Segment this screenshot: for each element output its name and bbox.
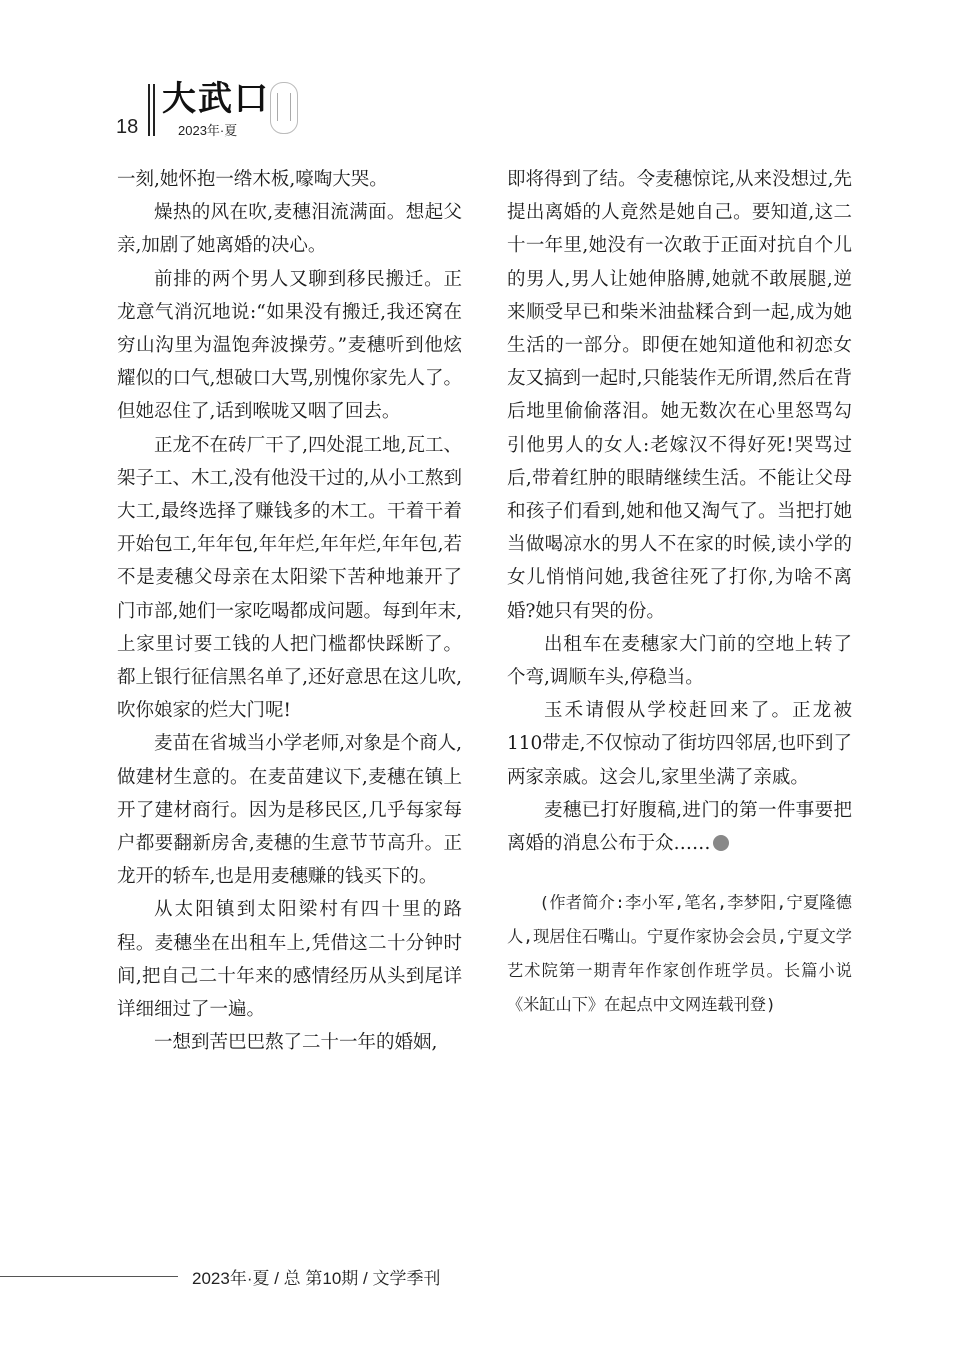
page-number: 18 [116,116,139,138]
paragraph-text: 麦穗已打好腹稿,进门的第一件事要把离婚的消息公布于众…… [507,799,852,855]
author-bio-text: (作者简介:李小军,笔名,李梦阳,宁夏隆德人,现居住石嘴山。宁夏作家协会会员,宁夏文学艺术院第一期青年作家创作班学员。长篇小说《米缸山下》在起点中文网连载刊登) [507,893,852,1014]
paragraph: 出租车在麦穗家大门前的空地上转了个弯,调顺车头,停稳当。 [507,633,852,689]
paragraph: 燥热的风在吹,麦穗泪流满面。想起父亲,加剧了她离婚的决心。 [117,202,462,257]
paragraph: 即将得到了结。令麦穗惊诧,从来没想过,先提出离婚的人竟然是她自己。要知道,这二十一年里,她没有一次敢于正面对抗自个儿的男人,男人让她伸胳膊,她就不敢展腿,逆来顺受早已和柴米油盐糅合到一起,成为她生活的一部分。即便在她知道他和初恋女友又搞到一起时,只能装作无所谓,然后在背后地里偷偷落泪。她无数次在心里怒骂勾引他男人的女人:老嫁汉不得好死!哭骂过后,带着红肿的眼睛继续生活。不能让父母和孩子们看到,她和他又淘气了。当把打她当做喝凉水的男人不在家的时候,读小学的女儿悄悄问她,我爸往死了打你,为啥不离婚?她只有哭的份。 [507,169,852,622]
issue-label: 2023年·夏 [178,123,238,138]
masthead [162,80,270,139]
paragraph: 一刻,她怀抱一绺木板,嚎啕大哭。 [117,169,388,190]
paragraph: 前排的两个男人又聊到移民搬迁。正龙意气消沉地说:“如果没有搬迁,我还窝在穷山沟里为温饱奔波操劳。”麦穗听到他炫耀似的口气,想破口大骂,别愧你家先人了。但她忍住了,话到喉咙又咽了回去。 [117,268,462,423]
paragraph: 从太阳镇到太阳梁村有四十里的路程。麦穗坐在出租车上,凭借这二十分钟时间,把自己二十年来的感情经历从头到尾详详细细过了一遍。 [117,899,462,1021]
footer-text: 2023年·夏 / 总 第10期 / 文学季刊 [192,1269,441,1288]
header-rule-right [153,84,155,136]
end-mark-icon [713,835,729,851]
header-rule-left [148,84,150,136]
paragraph: 麦苗在省城当小学老师,对象是个商人,做建材生意的。在麦苗建议下,麦穗在镇上开了建材商行。因为是移民区,几乎每家每户都要翻新房舍,麦穗的生意节节高升。正龙开的轿车,也是用麦穗赚的钱买下的。 [117,733,462,888]
paragraph: 一想到苦巴巴熬了二十一年的婚姻, [154,1032,438,1054]
magazine-title: 大武口 [162,79,270,119]
paragraph: 玉禾请假从学校赶回来了。正龙被110带走,不仅惊动了街坊四邻居,也吓到了两家亲戚。这会儿,家里坐满了亲戚。 [507,700,852,788]
left-column [117,163,462,1059]
right-column [507,163,852,860]
author-bio [507,886,852,1022]
footer-line [0,1276,178,1277]
paragraph-final [507,794,852,860]
paragraph: 正龙不在砖厂干了,四处混工地,瓦工、架子工、木工,没有他没干过的,从小工熬到大工,最终选择了赚钱多的木工。干着干着开始包工,年年包,年年烂,年年烂,年年包,若不是麦穗父母亲在太阳梁下苦种地兼开了门市部,她们一家吃喝都成问题。每到年末,上家里讨要工钱的人把门槛都快踩断了。都上银行征信黑名单了,还好意思在这儿吹,吹你娘家的烂大门呢! [117,434,462,722]
seal-logo-icon [270,82,298,134]
